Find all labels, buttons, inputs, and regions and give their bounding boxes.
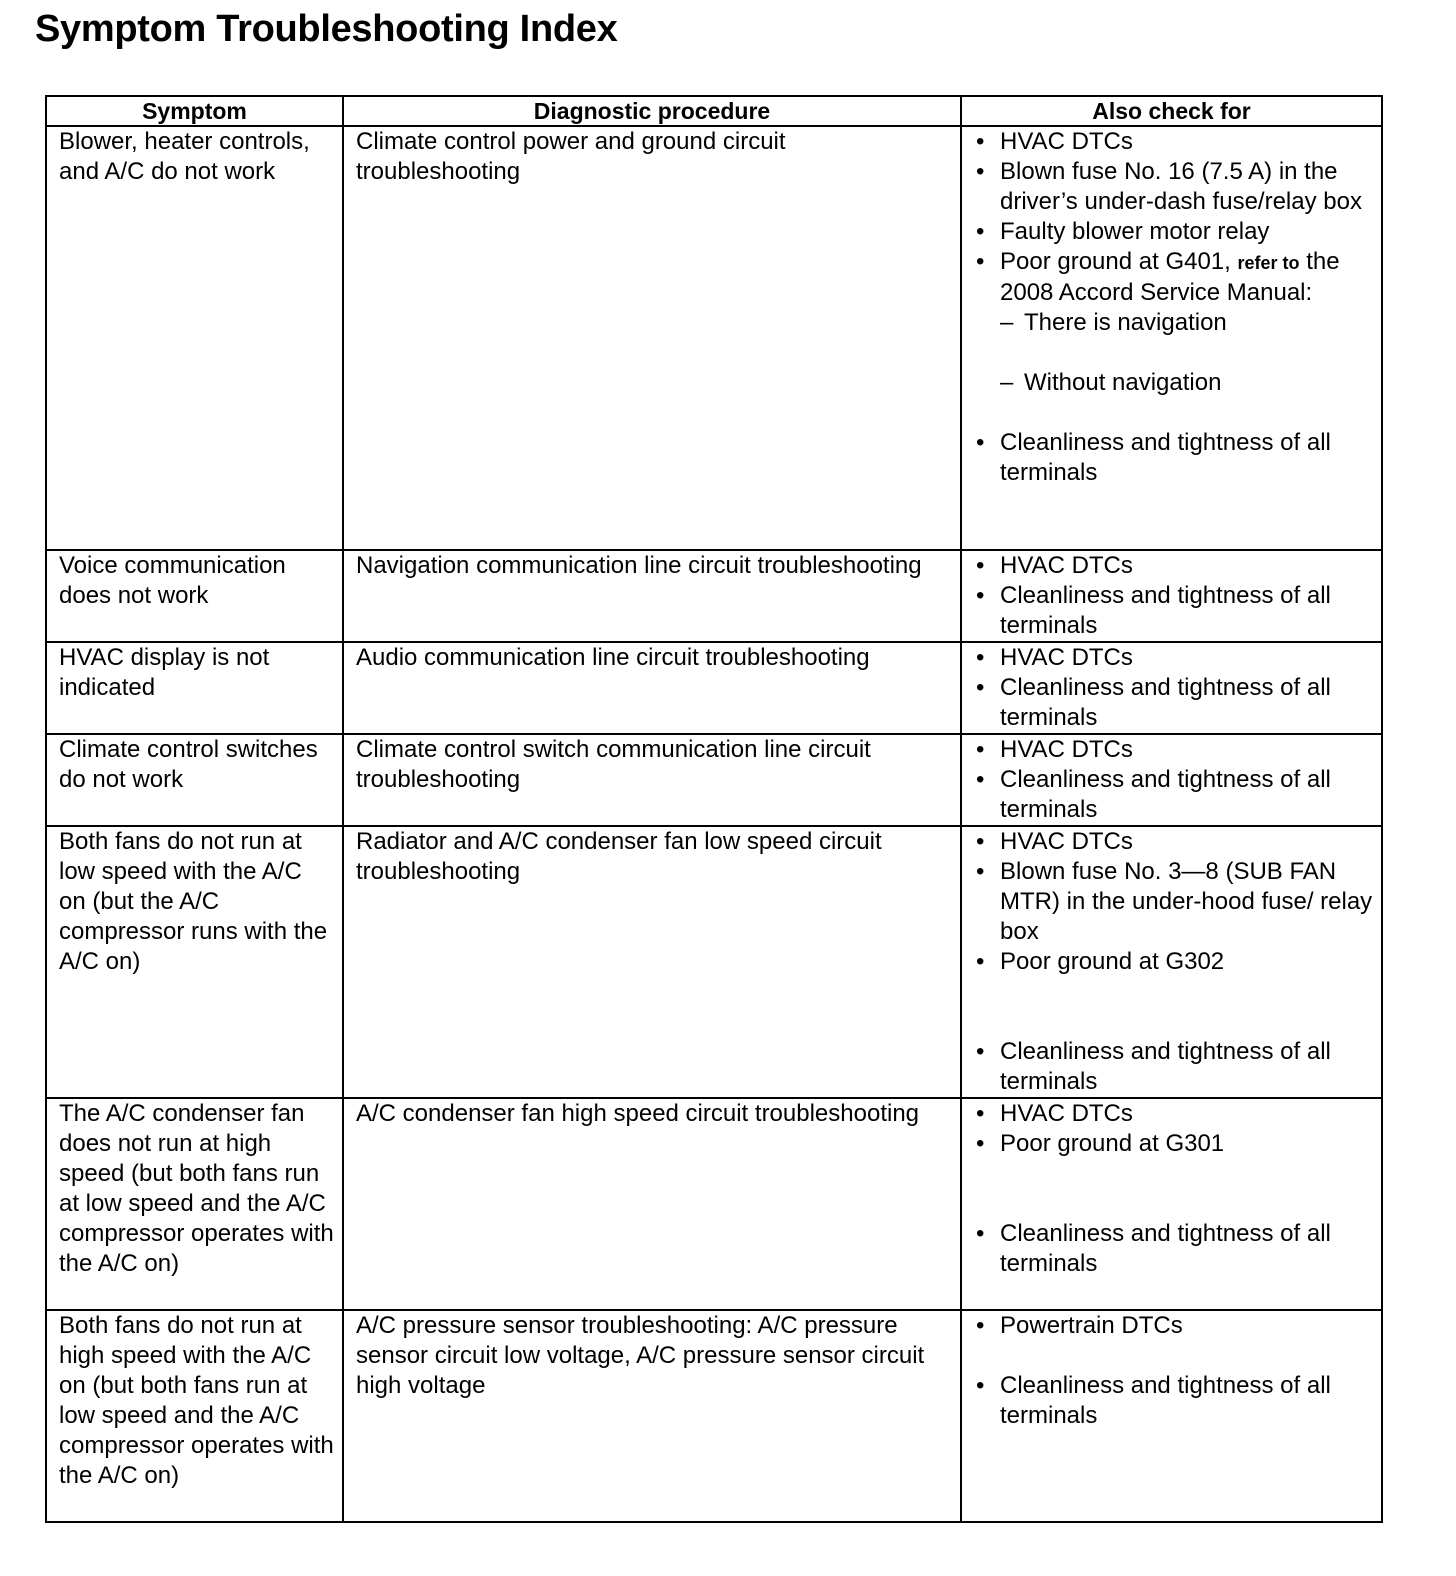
list-item: • HVAC DTCs	[974, 643, 1373, 673]
procedure-cell: Climate control power and ground circuit troubleshooting	[343, 126, 961, 550]
list-item: • Powertrain DTCs	[974, 1311, 1373, 1341]
header-symptom: Symptom	[46, 96, 343, 126]
also-check-list	[974, 827, 1373, 1097]
also-check-cell	[961, 642, 1382, 734]
symptom-index-table	[45, 95, 1383, 1523]
procedure-cell: Audio communication line circuit troubleshooting	[343, 642, 961, 734]
procedure-cell: Navigation communication line circuit troubleshooting	[343, 550, 961, 642]
also-check-list	[974, 735, 1373, 825]
table-row	[46, 826, 1382, 1098]
symptom-cell: Both fans do not run at high speed with the A/C on (but both fans run at low speed and the A/C compressor operates with the A/C on)	[46, 1310, 343, 1522]
symptom-cell: Blower, heater controls, and A/C do not work	[46, 126, 343, 550]
navigation-sublist	[1000, 308, 1373, 398]
list-item: • Cleanliness and tightness of all terminals	[974, 1037, 1373, 1097]
table-row	[46, 126, 1382, 550]
also-check-list	[974, 1099, 1373, 1279]
table-header-row	[46, 96, 1382, 126]
list-item: • HVAC DTCs	[974, 551, 1373, 581]
also-check-cell	[961, 126, 1382, 550]
list-item: • Poor ground at G302	[974, 947, 1373, 977]
header-also-check-for: Also check for	[961, 96, 1382, 126]
list-item: • HVAC DTCs	[974, 127, 1373, 157]
table-row	[46, 1098, 1382, 1310]
symptom-cell: HVAC display is not indicated	[46, 642, 343, 734]
list-item: • Blown fuse No. 3—8 (SUB FAN MTR) in the under-hood fuse/ relay box	[974, 857, 1373, 947]
list-item	[974, 247, 1373, 398]
list-item: • Cleanliness and tightness of all terminals	[974, 581, 1373, 641]
also-check-cell	[961, 734, 1382, 826]
list-item: • Poor ground at G301	[974, 1129, 1373, 1159]
procedure-cell: Radiator and A/C condenser fan low speed circuit troubleshooting	[343, 826, 961, 1098]
also-check-cell	[961, 1310, 1382, 1522]
list-item: • Blown fuse No. 16 (7.5 A) in the driver’s under-dash fuse/relay box	[974, 157, 1373, 217]
also-check-cell	[961, 550, 1382, 642]
sublist-item: – Without navigation	[1000, 368, 1373, 398]
page-title: Symptom Troubleshooting Index	[35, 8, 618, 50]
procedure-cell: A/C pressure sensor troubleshooting: A/C pressure sensor circuit low voltage, A/C pressure sensor circuit high voltage	[343, 1310, 961, 1522]
symptom-cell: Climate control switches do not work	[46, 734, 343, 826]
header-diagnostic-procedure: Diagnostic procedure	[343, 96, 961, 126]
refer-to-note: refer to	[1237, 253, 1300, 273]
procedure-cell: Climate control switch communication line circuit troubleshooting	[343, 734, 961, 826]
symptom-cell: Voice communication does not work	[46, 550, 343, 642]
also-check-list	[974, 1311, 1373, 1431]
list-item: • Cleanliness and tightness of all terminals	[974, 765, 1373, 825]
also-check-list	[974, 551, 1373, 641]
list-item: • Cleanliness and tightness of all terminals	[974, 428, 1373, 488]
also-check-cell	[961, 1098, 1382, 1310]
table-row	[46, 642, 1382, 734]
also-check-list	[974, 127, 1373, 488]
list-item: • Cleanliness and tightness of all terminals	[974, 673, 1373, 733]
also-check-cell	[961, 826, 1382, 1098]
symptom-cell: The A/C condenser fan does not run at high speed (but both fans run at low speed and the A/C compressor operates with the A/C on)	[46, 1098, 343, 1310]
table-row	[46, 550, 1382, 642]
list-item: • HVAC DTCs	[974, 1099, 1373, 1129]
symptom-cell: Both fans do not run at low speed with the A/C on (but the A/C compressor runs with the A/C on)	[46, 826, 343, 1098]
table-row	[46, 1310, 1382, 1522]
manual-reference: the 2008 Accord Service Manual:	[1000, 248, 1340, 306]
sublist-item: – There is navigation	[1000, 308, 1373, 338]
also-check-list	[974, 643, 1373, 733]
procedure-cell: A/C condenser fan high speed circuit troubleshooting	[343, 1098, 961, 1310]
list-item: • Faulty blower motor relay	[974, 217, 1373, 247]
ground-text: Poor ground at G401,	[1000, 248, 1231, 275]
list-item: • Cleanliness and tightness of all terminals	[974, 1219, 1373, 1279]
list-item: • Cleanliness and tightness of all terminals	[974, 1371, 1373, 1431]
table-row	[46, 734, 1382, 826]
list-item: • HVAC DTCs	[974, 735, 1373, 765]
list-item: • HVAC DTCs	[974, 827, 1373, 857]
